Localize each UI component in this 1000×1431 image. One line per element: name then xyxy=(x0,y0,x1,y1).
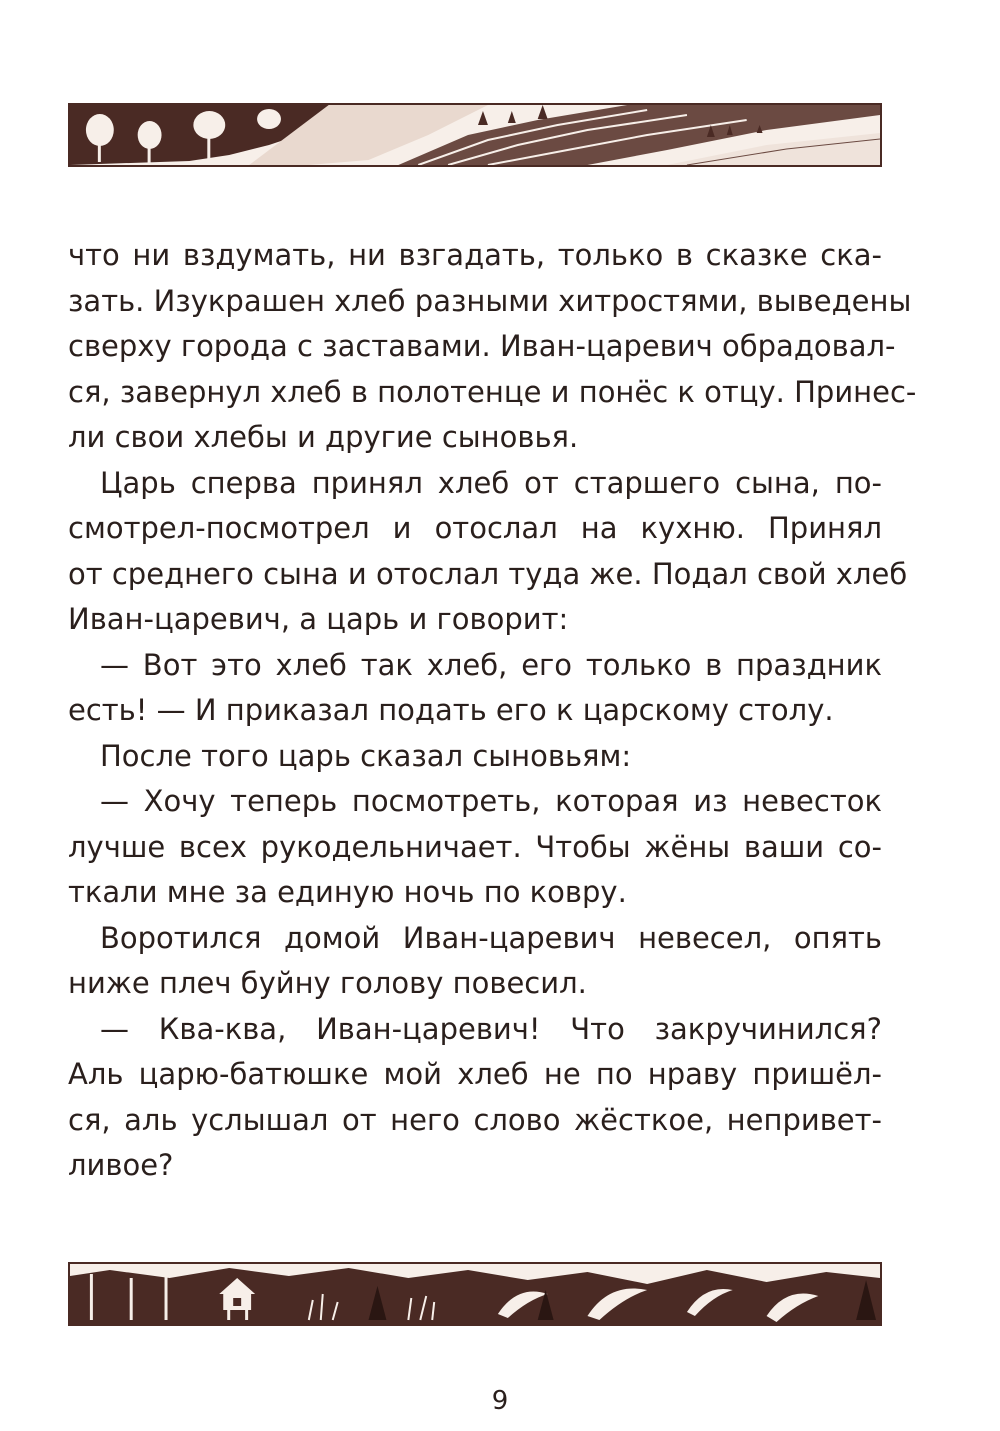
text-line: Царь сперва принял хлеб от старшего сына, по- xyxy=(100,465,882,500)
text-line: есть! — И приказал подать его к царскому столу. xyxy=(68,693,834,727)
text-line: После того царь сказал сыновьям: xyxy=(100,738,632,773)
text-line: ся, завернул хлеб в полотенце и понёс к отцу. Принес- xyxy=(68,374,917,409)
text-line: Воротился домой Иван-царевич невесел, опять xyxy=(100,920,882,955)
text-line: Аль царю-батюшке мой хлеб не по нраву пришёл- xyxy=(68,1057,882,1091)
text-line: ливое? xyxy=(68,1148,174,1182)
text-line: Иван-царевич, а царь и говорит: xyxy=(68,602,569,636)
text-line: ли свои хлебы и другие сыновья. xyxy=(68,420,579,454)
text-line: ткали мне за единую ночь по ковру. xyxy=(68,875,627,909)
text-line: ся, аль услышал от него слово жёсткое, непривет- xyxy=(68,1102,882,1137)
text-line: ниже плеч буйну голову повесил. xyxy=(68,966,587,1000)
story-text xyxy=(68,233,917,1189)
page-number: 9 xyxy=(491,1386,509,1416)
text-line: — Вот это хлеб так хлеб, его только в праздник xyxy=(100,647,882,682)
landscape-illustration-icon xyxy=(70,105,880,165)
text-line: — Ква-ква, Иван-царевич! Что закручинился? xyxy=(100,1011,882,1046)
text-line: смотрел-посмотрел и отослал на кухню. Принял xyxy=(68,511,882,545)
forest-hut-illustration-icon xyxy=(70,1264,880,1324)
text-line: лучше всех рукодельничает. Чтобы жёны ваши со- xyxy=(68,829,882,864)
bottom-forest-illustration xyxy=(68,1262,882,1326)
text-line: что ни вздумать, ни взгадать, только в сказке ска- xyxy=(68,238,882,272)
text-line: — Хочу теперь посмотреть, которая из невесток xyxy=(100,784,882,818)
top-landscape-illustration xyxy=(68,103,882,167)
text-line: сверху города с заставами. Иван-царевич обрадовал- xyxy=(68,329,896,363)
text-line: от среднего сына и отослал туда же. Подал свой хлеб xyxy=(68,556,908,591)
text-line: зать. Изукрашен хлеб разными хитростями, выведены xyxy=(68,283,912,318)
